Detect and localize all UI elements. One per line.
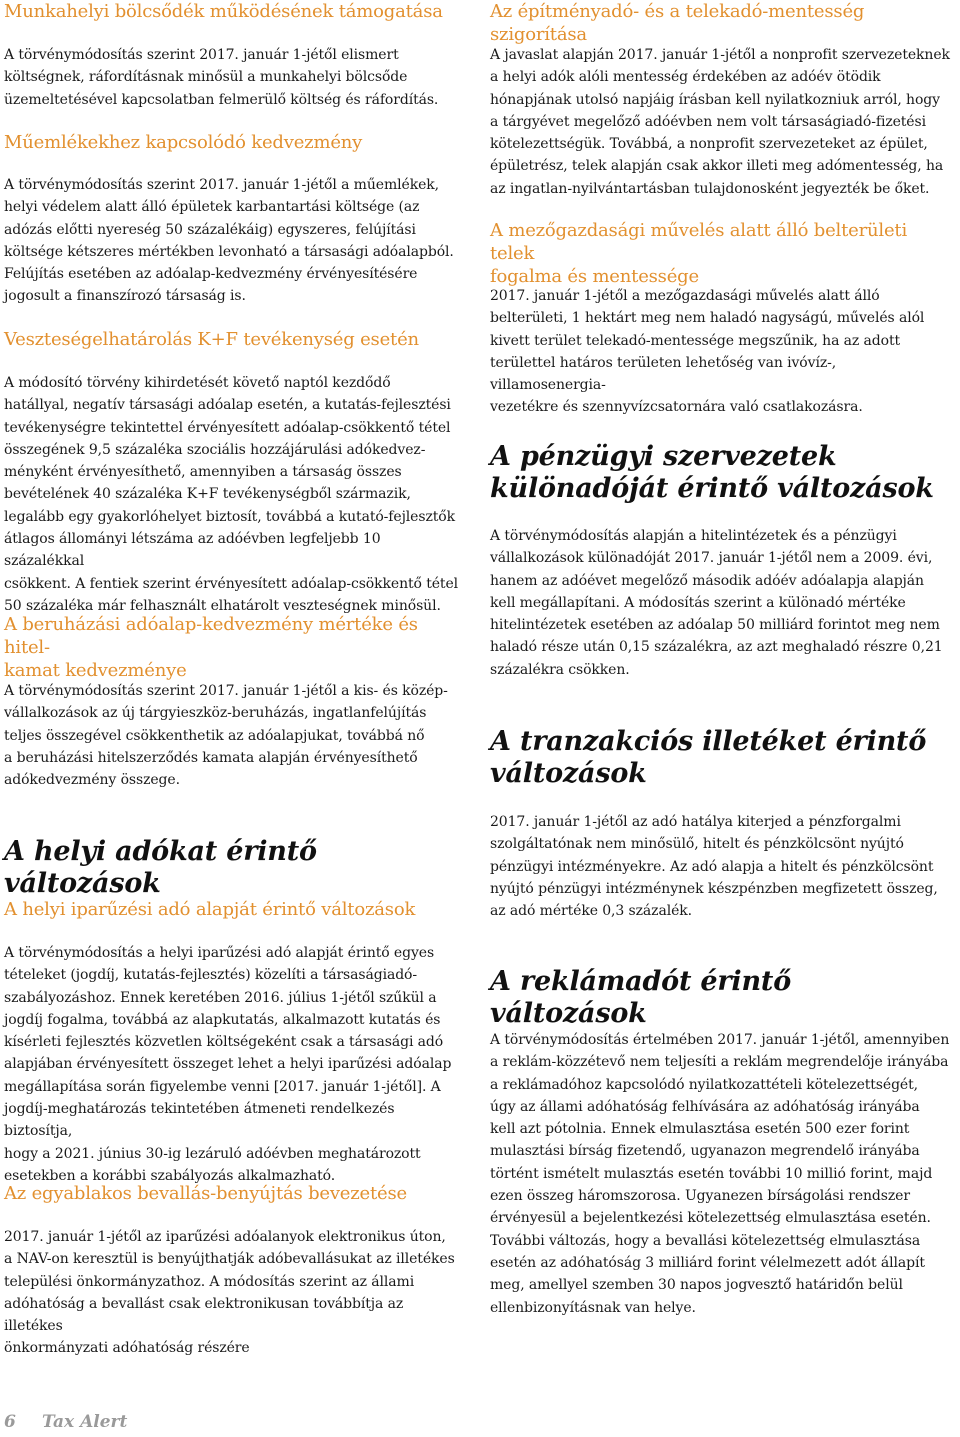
section-agricultural-land bbox=[490, 219, 952, 288]
section-heading: Az egyablakos bevallás-benyújtás bevezetése bbox=[4, 1183, 407, 1204]
paragraph: A módosító törvény kihirdetését követő naptól kezdődő hatállyal, negatív társasági adóalap esetén, a kutatás-fejlesztési tevékenységre tekintettel érvényesített adóalap-csökkentő tétel összegének 9,5 százaléka szociális hozzájárulási adókedvez- ményként érvényesíthető, amennyiben a társaság összes bevételének 40 százaléka K+F tevékenységből származik, legalább egy gyakorlóhelyet biztosít, továbbá a kutató-fejlesztők átlagos állományi létszáma az adóévben legfeljebb 10 százalékkal csökkent. A fentiek szerint érvényesített adóalap-csökkentő tétel 50 százaléka már felhasznált elhatárolt veszteségnek minősül. bbox=[4, 375, 459, 614]
section-advertising-tax-body bbox=[490, 1029, 952, 1319]
paragraph: A törvénymódosítás alapján a hitelintézetek és a pénzügyi vállalkozások különadóját 2017. január 1-jétől nem a 2009. évi, hanem az adóévet megelőző második adóév adóalapja alapján kell megállapítani. A módosítás szerint a különadó mértéke hitelintézetek esetében az adóalap 50 milliárd forintot meg nem haladó része után 0,15 százalékra, az azt meghaladó részre 0,21 százalékra csökken. bbox=[490, 528, 943, 678]
section-nursery-body bbox=[4, 44, 462, 111]
main-title-local-taxes bbox=[4, 836, 462, 900]
section-heading: A beruházási adóalap-kedvezmény mértéke és hitel- kamat kedvezménye bbox=[4, 614, 418, 681]
section-heading: Műemlékekhez kapcsolódó kedvezmény bbox=[4, 132, 363, 153]
section-nursery bbox=[4, 0, 462, 23]
paragraph: 2017. január 1-jétől az iparűzési adóalanyok elektronikus úton, a NAV-on keresztül is benyújthatják adóbevallásukat az illetékes települési önkormányzathoz. A módosítás szerint az állami adóhatóság a bevallást csak elektronikusan továbbítja az illetékes önkormányzati adóhatóság részére bbox=[4, 1229, 455, 1357]
section-financial-special-tax-body bbox=[490, 525, 952, 681]
chapter-title: A pénzügyi szervezetek különadóját érintő változások bbox=[490, 441, 934, 504]
section-loss-carryforward-body bbox=[4, 372, 462, 617]
main-title-advertising-tax bbox=[490, 966, 952, 1030]
paragraph: 2017. január 1-jétől az adó hatálya kiterjed a pénzforgalmi szolgáltatónak nem minősülő, hitelt és pénzkölcsönt nyújtó pénzügyi intézményekre. Az adó alapja a hitelt és pénzkölcsönt nyújtó pénzügyi intézménynek készpénzben megfizetett összeg, az adó mértéke 0,3 százalék. bbox=[490, 814, 938, 920]
main-title-transaction-duty bbox=[490, 726, 952, 790]
paragraph: A törvénymódosítás szerint 2017. január 1-jétől a műemlékek, helyi védelem alatt álló épületek karbantartási költsége (az adózás előtti nyereség 50 százalékáig) egyszeres, felújítási költsége kétszeres mértékben levonható a társasági adóalapból. Felújítás esetében az adóalap-kedvezmény érvényesítésére jogosult a finanszírozó társaság is. bbox=[4, 177, 454, 305]
chapter-title: A reklámadót érintő változások bbox=[490, 966, 792, 1029]
paragraph: 2017. január 1-jétől a mezőgazdasági művelés alatt álló belterületi, 1 hektárt meg nem haladó nagyságú, művelés alól kivett terület telekadó-mentessége megszűnik, ha az adott területtel határos területen lehetőség van ivóvíz-, villamosenergia- vezetékre és szennyvízcsatornára való csatlakozásra. bbox=[490, 288, 925, 416]
section-building-tax-body bbox=[490, 44, 952, 200]
paragraph: A törvénymódosítás szerint 2017. január 1-jétől elismert költségnek, ráfordításnak minősül a munkahelyi bölcsőde üzemeltetésével kapcsolatban felmerülő költség és ráfordítás. bbox=[4, 47, 439, 108]
section-business-tax-base-body bbox=[4, 942, 462, 1187]
section-building-tax bbox=[490, 0, 952, 46]
paragraph: A törvénymódosítás a helyi iparűzési adó alapját érintő egyes tételeket (jogdíj, kutatás-fejlesztés) közelíti a társaságiadó- szabályozáshoz. Ennek keretében 2016. július 1-jétől szűkül a jogdíj fogalma, továbbá az alapkutatás, alkalmazott kutatás és kísérleti fejlesztés közvetlen költségeként csak a társasági adó alapjában érvényesített összeget lehet a helyi iparűzési adóalap megállapítása során figyelembe venni [2017. január 1-jétől]. A jogdíj-meghatározás tekintetében átmeneti rendelkezés biztosítja, hogy a 2021. június 30-ig lezáruló adóévben meghatározott esetekben a korábbi szabályozás alkalmazható. bbox=[4, 945, 452, 1184]
section-investment bbox=[4, 613, 462, 682]
main-title-financial-special-tax bbox=[490, 441, 952, 505]
section-investment-body bbox=[4, 680, 462, 791]
section-one-stop-filing bbox=[4, 1182, 462, 1205]
section-loss-carryforward bbox=[4, 328, 462, 351]
paragraph: A törvénymódosítás szerint 2017. január 1-jétől a kis- és közép- vállalkozások az új tárgyieszköz-beruházás, ingatlanfelújítás teljes összegével csökkenthetik az adóalapjukat, továbbá nő a beruházási hitelszerződés kamata alapján érvényesíthető adókedvezmény összege. bbox=[4, 683, 448, 789]
section-heading: A helyi iparűzési adó alapját érintő változások bbox=[4, 899, 416, 920]
section-heading: A mezőgazdasági művelés alatt álló belterületi telek fogalma és mentessége bbox=[490, 220, 907, 287]
section-one-stop-filing-body bbox=[4, 1226, 462, 1360]
section-heading: Az építményadó- és a telekadó-mentesség szigorítása bbox=[490, 1, 865, 45]
chapter-title: A helyi adókat érintő változások bbox=[4, 836, 317, 899]
section-transaction-duty-body bbox=[490, 811, 952, 922]
section-business-tax-base bbox=[4, 898, 462, 921]
section-monuments-body bbox=[4, 174, 462, 308]
paragraph: A javaslat alapján 2017. január 1-jétől a nonprofit szervezeteknek a helyi adók alóli mentesség érdekében az adóév ötödik hónapjának utolsó napjáig írásban kell nyilatkozniuk arról, hogy a tárgyévet megelőző adóévben nem volt társaságiadó-fizetési kötelezettségük. Továbbá, a nonprofit szervezeteket az épület, épületrész, telek alapján csak akkor illeti meg adómentesség, ha az ingatlan-nyilvántartásban tulajdonosként jegyezték be őket. bbox=[490, 47, 950, 197]
section-heading: Veszteségelhatárolás K+F tevékenység esetén bbox=[4, 329, 419, 350]
page-footer bbox=[4, 1412, 127, 1432]
section-monuments bbox=[4, 131, 462, 154]
chapter-title: A tranzakciós illetéket érintő változások bbox=[490, 726, 927, 789]
page-number: 6 bbox=[4, 1412, 16, 1432]
publication-name: Tax Alert bbox=[42, 1412, 128, 1432]
section-heading: Munkahelyi bölcsődék működésének támogatása bbox=[4, 1, 443, 22]
paragraph: A törvénymódosítás értelmében 2017. január 1-jétől, amennyiben a reklám-közzétevő nem teljesíti a reklám megrendelője irányába a reklámadóhoz kapcsolódó nyilatkozattételi kötelezettségét, úgy az állami adóhatóság felhívására az adóhatóság irányába kell azt pótolnia. Ennek elmulasztása esetén 500 ezer forint mulasztási bírság fizetendő, ugyanazon megrendelő irányába történt ismételt mulasztás esetén további 10 millió forint, majd ezen összeg háromszorosa. Ugyanezen bírságolási rendszer érvényesül a bejelentkezési kötelezettség elmulasztása esetén. További változás, hogy a bevallási kötelezettség elmulasztása esetén az adóhatóság 3 milliárd forint vélelmezett adót állapít meg, amellyel szemben 30 napos jogvesztő határidőn belül ellenbizonyításnak van helye. bbox=[490, 1032, 950, 1316]
section-agricultural-land-body bbox=[490, 285, 952, 419]
